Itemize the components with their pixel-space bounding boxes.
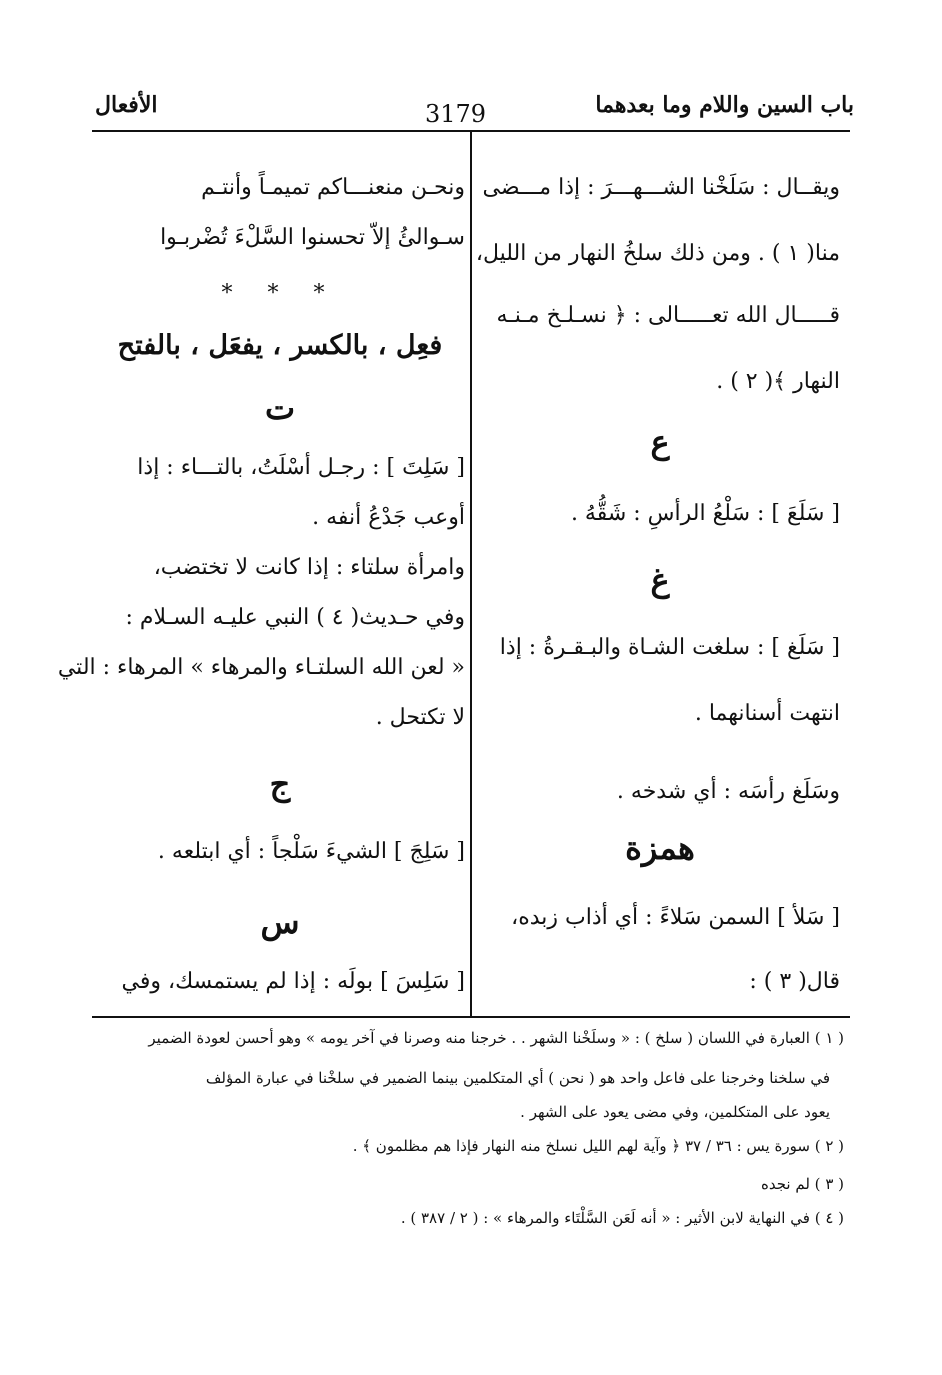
- entry-salta: لا تكتحل .: [375, 705, 465, 730]
- entry-salta: وفي حـديث( ٤ ) النبي عليـه السـلام :: [125, 605, 465, 630]
- footnote-rule: [92, 1016, 850, 1018]
- heading-hamza: همزة: [625, 829, 695, 867]
- letter-heading-ain: ع: [650, 423, 670, 461]
- verse-line: سـوالئُ إلاّ تحسنوا السَّلْءَ تُضْربـوا: [160, 225, 465, 250]
- text-line: قـــــال الله تعـــــالى : ﴿ نسـلـخ مـنـه: [496, 303, 840, 328]
- running-head-chapter: باب السين واللام وما بعدهما: [595, 92, 854, 118]
- column-divider: [470, 132, 472, 1016]
- verse-line: ونحـن منعنـــاكم تميمـاً وأنتـم: [201, 175, 465, 200]
- section-separator: * * *: [221, 281, 339, 306]
- entry-salagha: [ سَلَغ ] : سلغت الشـاة والبـقـرةُ : إذا: [499, 635, 840, 660]
- entry-salagha: انتهت أسنانهما .: [694, 701, 840, 726]
- letter-heading-sin: س: [260, 903, 300, 941]
- entry-salaa: [ سَلَعَ ] : سَلْعُ الرأسِ : شَقُّهُ .: [570, 501, 840, 526]
- footnote-2: ( ٢ ) سورة يس : ٣٦ / ٣٧ ﴿ وآية لهم الليل نسلخ منه النهار فإذا هم مظلمون ﴾ .: [352, 1137, 844, 1155]
- footnote-1-cont: في سلخنا وخرجنا على فاعل واحد هو ( نحن ) أي المتكلمين بينما الضمير في سلخْنا في عبارة المؤلف: [205, 1069, 830, 1087]
- text-line: النهار ﴾( ٢ ) .: [716, 369, 840, 394]
- footnote-4: ( ٤ ) في النهاية لابن الأثير : « أنه لَعَن السَّلْتَاء والمرهاء » : ( ٢ / ٣٨٧ ) .: [400, 1209, 844, 1227]
- entry-salta: أوعب جَدْعُ أنفه .: [312, 505, 465, 530]
- footnote-1: ( ١ ) العبارة في اللسان ( سلخ ) : « وسلَخْنا الشهر . . خرجنا منه وصرنا في آخر يومه » وهو أحسن لعودة الضمير: [148, 1029, 844, 1047]
- entry-salisa: [ سَلِسَ ] بولَه : إذا لم يستمسك، وفي: [121, 969, 465, 994]
- letter-heading-jim: ج: [269, 765, 291, 803]
- entry-salaja: [ سَلِجَ ] الشيءَ سَلْجاً : أي ابتلعه .: [157, 839, 465, 864]
- text-line: منا( ١ ) . ومن ذلك سلخُ النهار من الليل،: [475, 241, 840, 266]
- entry-salta: « لعن الله السلتـاء والمرهاء » المرهاء : التي: [57, 655, 465, 680]
- page-number: 3179: [425, 100, 487, 128]
- letter-heading-ta: ت: [264, 389, 296, 427]
- footnote-1-cont: يعود على المتكلمين، وفي مضى يعود على الشهر .: [520, 1103, 830, 1121]
- entry-salaa-hamza: [ سَلأ ] السمن سَلاءً : أي أذاب زبده،: [511, 905, 840, 930]
- entry-salagha-extra: وسَلَغ رأسَه : أي شدخه .: [616, 779, 840, 804]
- footnote-3: ( ٣ ) لم نجده: [761, 1175, 844, 1193]
- entry-salta: وامرأة سلتاء : إذا كانت لا تختضب،: [153, 555, 465, 580]
- section-heading: فعِل ، بالكسر ، يفعَل ، بالفتح: [117, 330, 443, 361]
- running-head-section: الأفعال: [95, 92, 158, 118]
- entry-salta: [ سَلِتَ ] : رجـل أسْلَتُ، بالتـــاء : إذا: [137, 455, 465, 480]
- entry-salaa-hamza: قال( ٣ ) :: [749, 969, 840, 994]
- letter-heading-ghain: غ: [650, 561, 670, 599]
- text-line: ويقــال : سَلَخْنا الشـــهـــرَ : إذا مـــضى: [482, 175, 840, 200]
